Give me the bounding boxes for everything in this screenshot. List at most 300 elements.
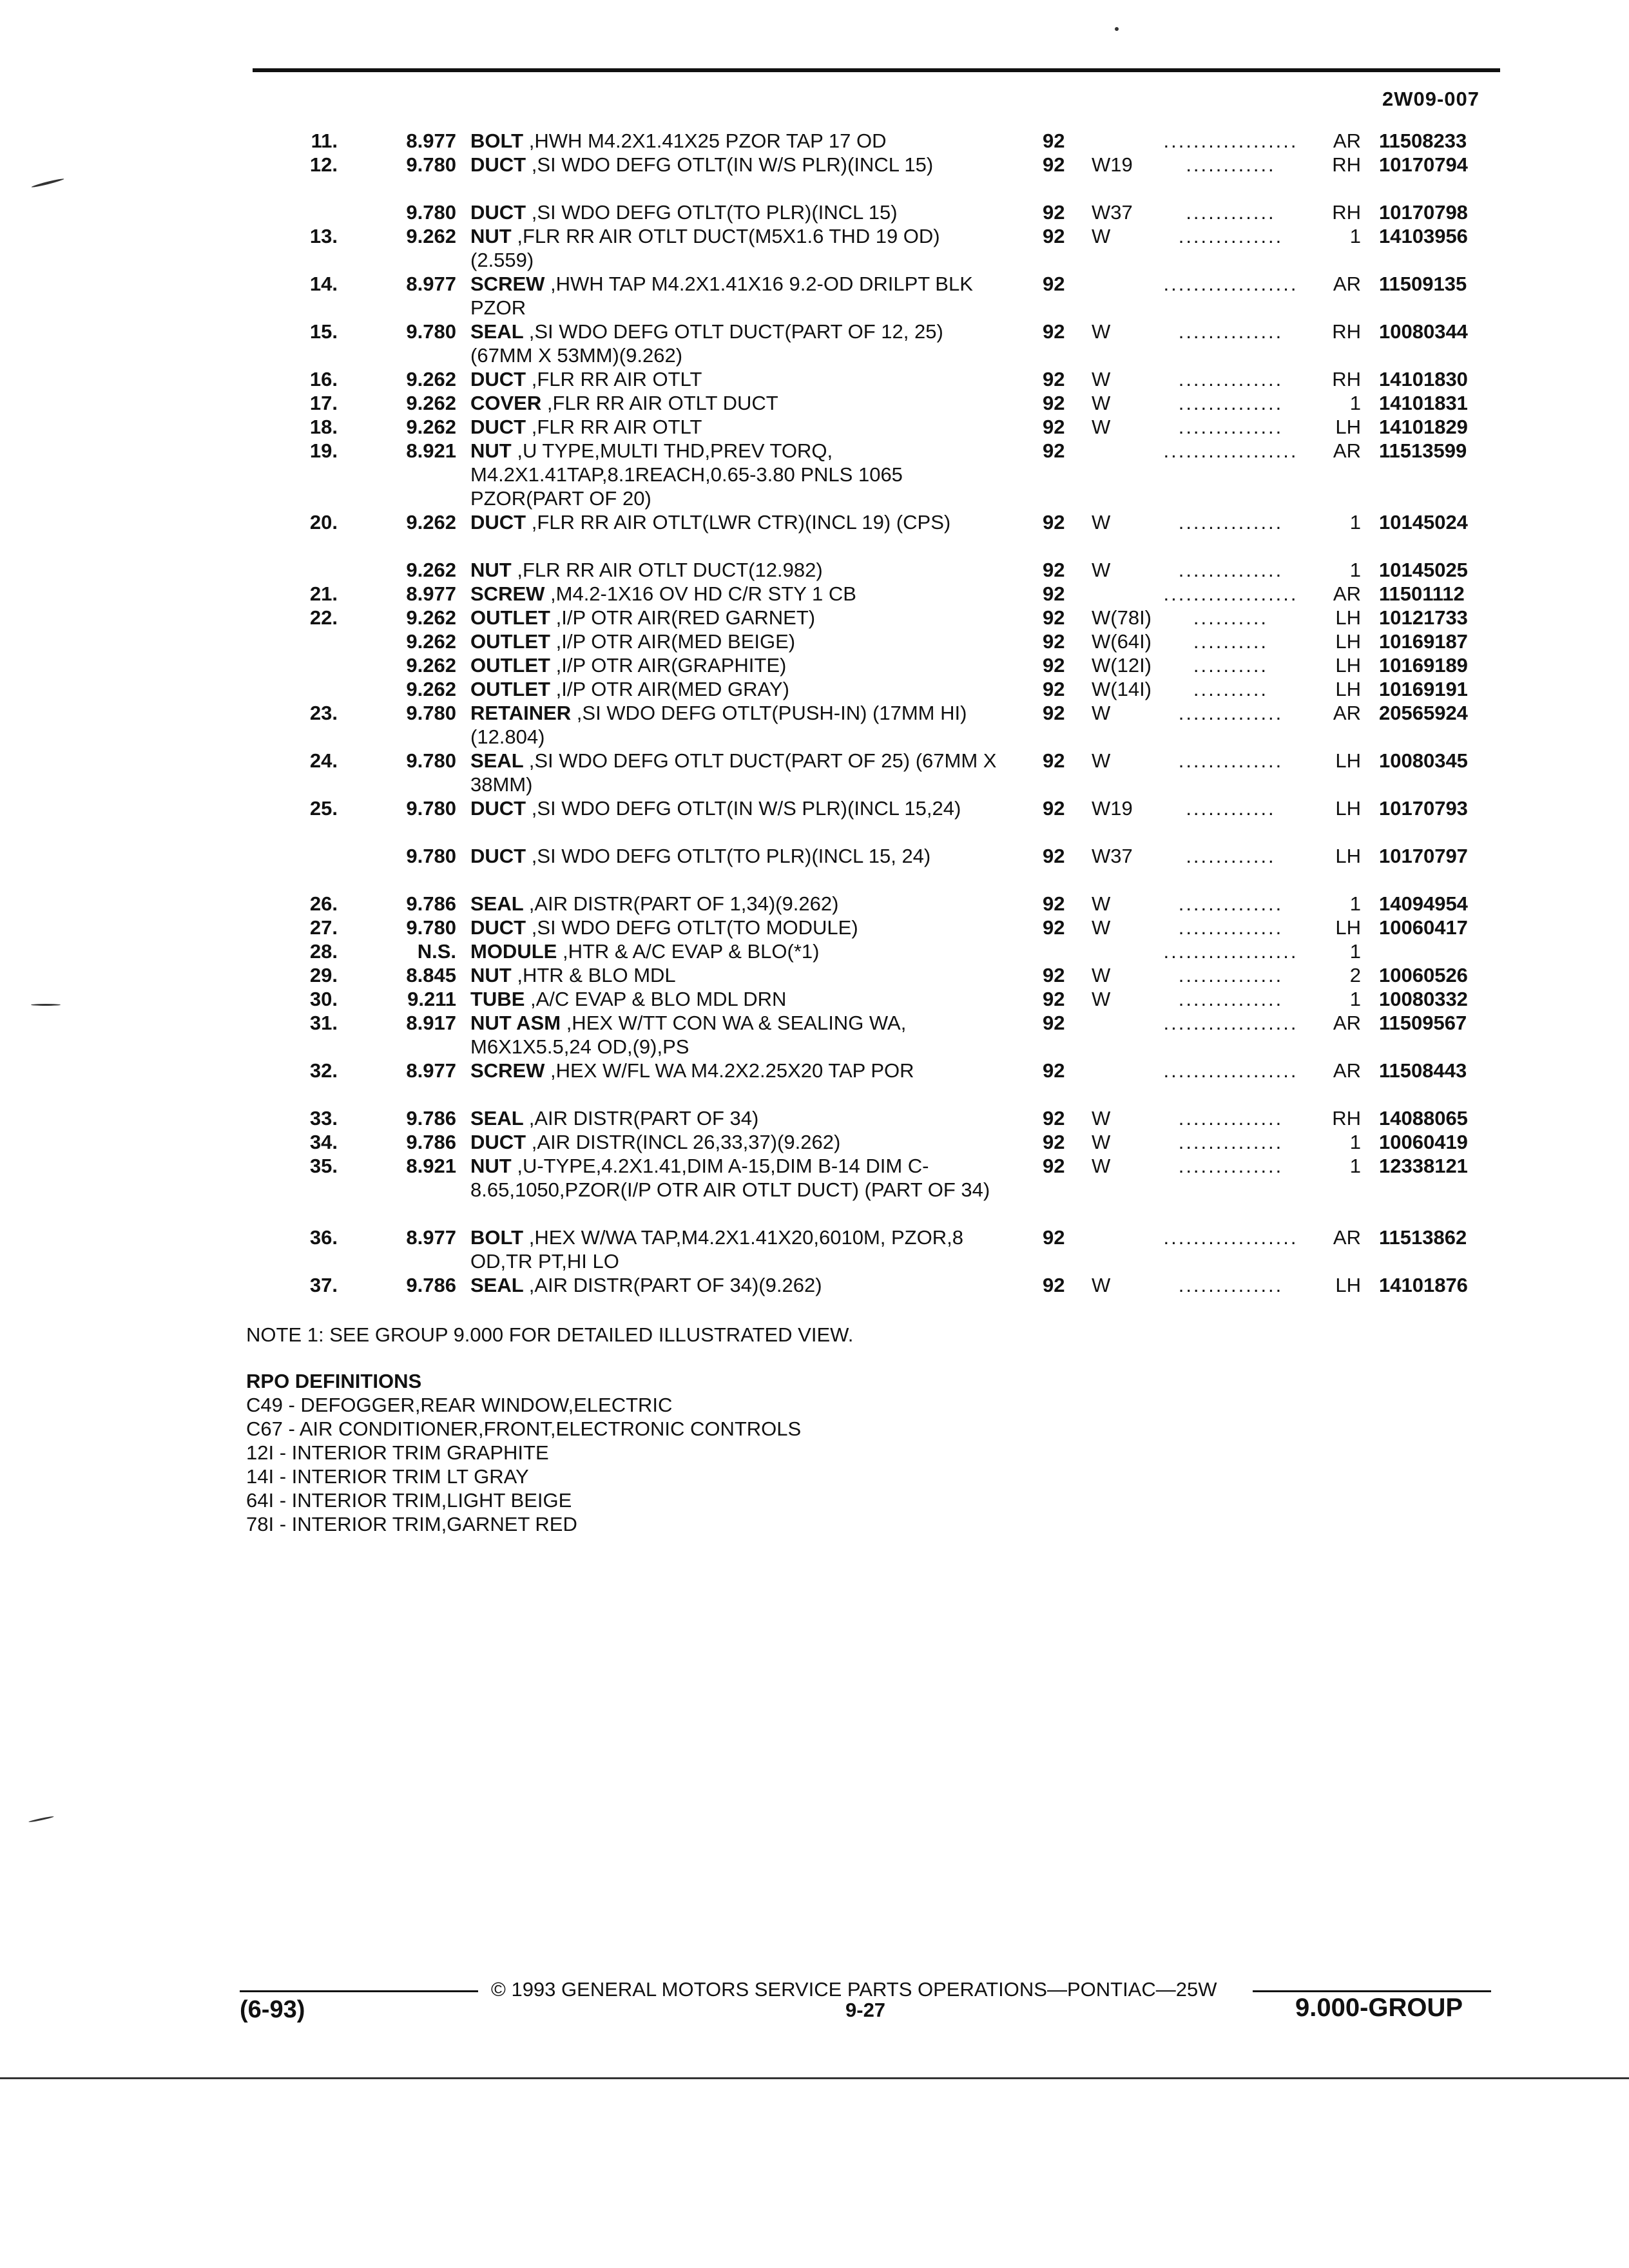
part-name: OUTLET (470, 606, 550, 629)
table-row (0, 1011, 1629, 1059)
part-name: BOLT (470, 1226, 524, 1249)
part-name: COVER (470, 392, 542, 414)
item-number: 11. (311, 130, 338, 152)
part-detail: ,SI WDO DEFG OTLT DUCT(PART OF 12, 25)(67MM X 53MM)(9.262) (470, 320, 943, 367)
quantity: LH (1335, 916, 1361, 939)
rpo-title: RPO DEFINITIONS (246, 1370, 422, 1392)
part-detail: ,HEX W/FL WA M4.2X2.25X20 TAP POR (550, 1059, 914, 1082)
part-number: 14101829 (1379, 416, 1468, 438)
leader-dots: .............. (1178, 511, 1284, 533)
item-number: 17. (309, 392, 338, 414)
quantity: 1 (1349, 892, 1361, 915)
part-number: 10145024 (1379, 511, 1468, 533)
group-number: 9.786 (406, 1131, 456, 1153)
part-description (470, 1225, 999, 1273)
part-name: SEAL (470, 1107, 524, 1129)
part-number: 11513862 (1379, 1226, 1467, 1249)
table-row (0, 153, 1629, 200)
scan-mark (1115, 27, 1119, 31)
part-description (470, 200, 999, 224)
quantity: AR (1333, 702, 1361, 724)
part-description (470, 606, 999, 629)
quantity: LH (1335, 845, 1361, 867)
usage-code: W (1092, 320, 1111, 343)
part-detail: ,AIR DISTR(PART OF 1,34)(9.262) (528, 892, 839, 915)
quantity: 1 (1349, 988, 1361, 1010)
item-number: 24. (309, 749, 338, 772)
item-number: 23. (309, 702, 338, 724)
quantity: 1 (1349, 225, 1361, 247)
usage-code: W37 (1092, 845, 1133, 867)
usage-code: W (1092, 392, 1111, 414)
part-name: SEAL (470, 1274, 524, 1296)
model-year: 92 (1043, 439, 1065, 462)
model-year: 92 (1043, 582, 1065, 605)
part-description (470, 677, 999, 701)
model-year: 92 (1043, 988, 1065, 1010)
leader-dots: ............ (1186, 797, 1276, 820)
part-description (470, 701, 999, 749)
model-year: 92 (1043, 678, 1065, 700)
part-description (470, 1106, 999, 1130)
leader-dots: .............. (1178, 320, 1284, 343)
item-number: 32. (309, 1059, 338, 1082)
rpo-item: 12I - INTERIOR TRIM GRAPHITE (246, 1441, 549, 1464)
part-name: TUBE (470, 988, 525, 1010)
group-number: 8.921 (406, 1155, 456, 1177)
leader-dots: .................. (1163, 1226, 1298, 1249)
usage-code: W (1092, 559, 1111, 581)
group-number: 9.780 (406, 749, 456, 772)
part-number: 14088065 (1379, 1107, 1468, 1129)
part-detail: ,I/P OTR AIR(RED GARNET) (555, 606, 816, 629)
part-description (470, 844, 999, 868)
quantity: AR (1333, 1012, 1361, 1034)
item-number: 30. (309, 988, 338, 1010)
table-row (0, 1130, 1629, 1154)
table-row (0, 629, 1629, 653)
part-detail: ,SI WDO DEFG OTLT(TO PLR)(INCL 15, 24) (531, 845, 931, 867)
usage-code: W (1092, 225, 1111, 247)
note: NOTE 1: SEE GROUP 9.000 FOR DETAILED ILLUSTRATED VIEW. (246, 1323, 854, 1346)
group-number: 8.977 (406, 1059, 456, 1082)
leader-dots: .............. (1178, 368, 1284, 390)
model-year: 92 (1043, 964, 1065, 986)
part-number: 14101831 (1379, 392, 1468, 414)
bottom-rule (0, 2077, 1629, 2079)
part-detail: ,SI WDO DEFG OTLT(TO MODULE) (531, 916, 858, 939)
group-number: 9.786 (406, 1274, 456, 1296)
item-number: 19. (309, 439, 338, 462)
part-name: DUCT (470, 1131, 526, 1153)
group-number: 8.845 (406, 964, 456, 986)
group-number: 9.786 (406, 892, 456, 915)
part-detail: ,I/P OTR AIR(MED GRAY) (555, 678, 789, 700)
leader-dots: .............. (1178, 916, 1284, 939)
part-name: DUCT (470, 797, 526, 820)
quantity: RH (1332, 153, 1361, 176)
part-description (470, 439, 999, 510)
part-name: NUT ASM (470, 1012, 561, 1034)
table-row (0, 987, 1629, 1011)
quantity: RH (1332, 1107, 1361, 1129)
part-description (470, 320, 999, 367)
table-row (0, 1225, 1629, 1273)
table-row (0, 582, 1629, 606)
part-detail: ,SI WDO DEFG OTLT(TO PLR)(INCL 15) (531, 201, 898, 224)
leader-dots: .............. (1178, 988, 1284, 1010)
rpo-item: C49 - DEFOGGER,REAR WINDOW,ELECTRIC (246, 1394, 673, 1416)
table-row (0, 963, 1629, 987)
quantity: AR (1333, 582, 1361, 605)
quantity: 1 (1349, 559, 1361, 581)
part-name: DUCT (470, 153, 526, 176)
part-description (470, 367, 999, 391)
leader-dots: ............ (1186, 201, 1276, 224)
part-name: NUT (470, 1155, 512, 1177)
item-number: 37. (309, 1274, 338, 1296)
part-number: 11509567 (1379, 1012, 1467, 1034)
part-number: 10169189 (1379, 654, 1468, 677)
part-detail: ,FLR RR AIR OTLT DUCT(12.982) (517, 559, 823, 581)
leader-dots: .......... (1193, 654, 1269, 677)
part-description (470, 987, 999, 1011)
part-number: 14103956 (1379, 225, 1468, 247)
model-year: 92 (1043, 225, 1065, 247)
usage-code: W (1092, 892, 1111, 915)
usage-code: W (1092, 1131, 1111, 1153)
top-rule (253, 68, 1500, 72)
model-year: 92 (1043, 130, 1065, 152)
part-description (470, 224, 999, 272)
part-number: 10060419 (1379, 1131, 1468, 1153)
rpo-list (246, 1393, 801, 1536)
model-year: 92 (1043, 1155, 1065, 1177)
part-detail: ,FLR RR AIR OTLT DUCT (546, 392, 778, 414)
model-year: 92 (1043, 654, 1065, 677)
item-number: 36. (309, 1226, 338, 1249)
part-detail: ,HEX W/TT CON WA & SEALING WA, M6X1X5.5,24 OD,(9),PS (470, 1012, 907, 1058)
quantity: 1 (1349, 940, 1361, 963)
table-row (0, 129, 1629, 153)
scan-mark (28, 1816, 54, 1823)
part-name: RETAINER (470, 702, 572, 724)
group-number: N.S. (417, 940, 456, 963)
table-row (0, 653, 1629, 677)
leader-dots: .............. (1178, 559, 1284, 581)
model-year: 92 (1043, 630, 1065, 653)
part-detail: ,U-TYPE,4.2X1.41,DIM A-15,DIM B-14 DIM C-8.65,1050,PZOR(I/P OTR AIR OTLT DUCT) (PART OF 34) (470, 1155, 990, 1201)
quantity: LH (1335, 678, 1361, 700)
item-number: 22. (309, 606, 338, 629)
part-detail: ,A/C EVAP & BLO MDL DRN (530, 988, 787, 1010)
part-name: SCREW (470, 582, 545, 605)
usage-code: W (1092, 416, 1111, 438)
table-row (0, 749, 1629, 796)
parts-table (0, 129, 1629, 1297)
group-number: 9.262 (406, 511, 456, 533)
part-number: 11513599 (1379, 439, 1467, 462)
part-name: DUCT (470, 201, 526, 224)
part-description (470, 1059, 999, 1082)
part-number: 14101830 (1379, 368, 1468, 390)
usage-code: W (1092, 1155, 1111, 1177)
table-row (0, 606, 1629, 629)
model-year: 92 (1043, 1274, 1065, 1296)
part-number: 10145025 (1379, 559, 1468, 581)
quantity: 2 (1349, 964, 1361, 986)
part-number: 11508443 (1379, 1059, 1467, 1082)
group-number: 9.262 (406, 678, 456, 700)
part-detail: ,SI WDO DEFG OTLT DUCT(PART OF 25) (67MM X 38MM) (470, 749, 997, 796)
table-row (0, 320, 1629, 367)
part-name: MODULE (470, 940, 557, 963)
part-number: 10080332 (1379, 988, 1468, 1010)
leader-dots: .............. (1178, 1107, 1284, 1129)
part-description (470, 415, 999, 439)
model-year: 92 (1043, 916, 1065, 939)
quantity: AR (1333, 1059, 1361, 1082)
leader-dots: .............. (1178, 1131, 1284, 1153)
part-detail: ,SI WDO DEFG OTLT(IN W/S PLR)(INCL 15) (531, 153, 934, 176)
table-row (0, 558, 1629, 582)
part-detail: ,AIR DISTR(PART OF 34) (528, 1107, 759, 1129)
part-description (470, 391, 999, 415)
table-row (0, 224, 1629, 272)
footer-group: 9.000-GROUP (1295, 1994, 1463, 2022)
usage-code: W(14I) (1092, 678, 1152, 700)
quantity: AR (1333, 439, 1361, 462)
quantity: AR (1333, 1226, 1361, 1249)
part-number: 10060417 (1379, 916, 1468, 939)
part-detail: ,SI WDO DEFG OTLT(PUSH-IN) (17MM HI)(12.804) (470, 702, 967, 748)
part-detail: ,FLR RR AIR OTLT (531, 368, 702, 390)
model-year: 92 (1043, 511, 1065, 533)
usage-code: W (1092, 511, 1111, 533)
footer-date: (6-93) (240, 1996, 305, 2023)
part-description (470, 1130, 999, 1154)
leader-dots: .............. (1178, 416, 1284, 438)
scan-mark (31, 1004, 61, 1006)
part-number: 10170797 (1379, 845, 1468, 867)
model-year: 92 (1043, 273, 1065, 295)
part-name: SEAL (470, 892, 524, 915)
usage-code: W (1092, 988, 1111, 1010)
item-number: 25. (309, 797, 338, 820)
part-name: DUCT (470, 916, 526, 939)
quantity: LH (1335, 1274, 1361, 1296)
part-name: NUT (470, 964, 512, 986)
table-row (0, 892, 1629, 916)
part-description (470, 892, 999, 916)
group-number: 9.780 (406, 201, 456, 224)
model-year: 92 (1043, 1107, 1065, 1129)
leader-dots: .............. (1178, 964, 1284, 986)
footer-copyright: © 1993 GENERAL MOTORS SERVICE PARTS OPERATIONS—PONTIAC—25W (491, 1978, 1217, 2001)
quantity: LH (1335, 749, 1361, 772)
group-number: 9.780 (406, 797, 456, 820)
group-number: 9.262 (406, 630, 456, 653)
model-year: 92 (1043, 392, 1065, 414)
quantity: LH (1335, 416, 1361, 438)
part-description (470, 153, 999, 177)
leader-dots: ............ (1186, 845, 1276, 867)
group-number: 8.977 (406, 273, 456, 295)
part-detail: ,FLR RR AIR OTLT(LWR CTR)(INCL 19) (CPS) (531, 511, 951, 533)
table-row (0, 1106, 1629, 1130)
table-row (0, 415, 1629, 439)
table-row (0, 939, 1629, 963)
part-description (470, 916, 999, 939)
usage-code: W (1092, 702, 1111, 724)
quantity: LH (1335, 606, 1361, 629)
part-detail: ,AIR DISTR(PART OF 34)(9.262) (528, 1274, 822, 1296)
part-description (470, 1154, 999, 1202)
part-name: SCREW (470, 1059, 545, 1082)
model-year: 92 (1043, 749, 1065, 772)
leader-dots: .............. (1178, 392, 1284, 414)
part-detail: ,HEX W/WA TAP,M4.2X1.41X20,6010M, PZOR,8 OD,TR PT,HI LO (470, 1226, 963, 1273)
model-year: 92 (1043, 559, 1065, 581)
usage-code: W19 (1092, 153, 1133, 176)
item-number: 28. (309, 940, 338, 963)
table-row (0, 916, 1629, 939)
group-number: 9.780 (406, 153, 456, 176)
part-name: NUT (470, 225, 512, 247)
group-number: 9.262 (406, 654, 456, 677)
usage-code: W(12I) (1092, 654, 1152, 677)
part-description (470, 939, 999, 963)
part-number: 10169191 (1379, 678, 1468, 700)
group-number: 9.262 (406, 368, 456, 390)
part-detail: ,HWH TAP M4.2X1.41X16 9.2-OD DRILPT BLK PZOR (470, 273, 973, 319)
model-year: 92 (1043, 702, 1065, 724)
group-number: 8.977 (406, 582, 456, 605)
table-row (0, 796, 1629, 844)
part-number: 10170798 (1379, 201, 1468, 224)
part-name: DUCT (470, 368, 526, 390)
model-year: 92 (1043, 1131, 1065, 1153)
group-number: 8.977 (406, 1226, 456, 1249)
table-row (0, 510, 1629, 558)
part-number: 10170794 (1379, 153, 1468, 176)
item-number: 20. (309, 511, 338, 533)
leader-dots: .......... (1193, 678, 1269, 700)
item-number: 29. (309, 964, 338, 986)
model-year: 92 (1043, 845, 1065, 867)
group-number: 8.917 (406, 1012, 456, 1034)
usage-code: W(64I) (1092, 630, 1152, 653)
item-number: 15. (309, 320, 338, 343)
table-row (0, 367, 1629, 391)
part-name: DUCT (470, 416, 526, 438)
quantity: LH (1335, 797, 1361, 820)
leader-dots: .................. (1163, 130, 1298, 152)
part-detail: ,I/P OTR AIR(MED BEIGE) (555, 630, 796, 653)
footer-rule-left (240, 1990, 478, 1992)
table-row (0, 677, 1629, 701)
part-detail: ,AIR DISTR(INCL 26,33,37)(9.262) (531, 1131, 841, 1153)
part-description (470, 510, 999, 534)
table-row (0, 439, 1629, 510)
leader-dots: .................. (1163, 582, 1298, 605)
leader-dots: .......... (1193, 630, 1269, 653)
group-number: 9.786 (406, 1107, 456, 1129)
part-number: 14094954 (1379, 892, 1468, 915)
table-row (0, 391, 1629, 415)
part-number: 11501112 (1379, 582, 1465, 605)
item-number: 12. (309, 153, 338, 176)
part-detail: ,M4.2-1X16 OV HD C/R STY 1 CB (550, 582, 856, 605)
part-number: 10060526 (1379, 964, 1468, 986)
item-number: 35. (309, 1155, 338, 1177)
quantity: AR (1333, 273, 1361, 295)
quantity: 1 (1349, 1131, 1361, 1153)
usage-code: W(78I) (1092, 606, 1152, 629)
rpo-item: C67 - AIR CONDITIONER,FRONT,ELECTRONIC CONTROLS (246, 1418, 802, 1440)
part-number: 10170793 (1379, 797, 1468, 820)
leader-dots: .................. (1163, 273, 1298, 295)
usage-code: W37 (1092, 201, 1133, 224)
model-year: 92 (1043, 153, 1065, 176)
quantity: RH (1332, 368, 1361, 390)
part-description (470, 582, 999, 606)
item-number: 18. (309, 416, 338, 438)
leader-dots: .............. (1178, 702, 1284, 724)
part-name: DUCT (470, 511, 526, 533)
item-number: 31. (309, 1012, 338, 1034)
part-name: SCREW (470, 273, 545, 295)
table-row (0, 1273, 1629, 1297)
model-year: 92 (1043, 797, 1065, 820)
group-number: 9.780 (406, 845, 456, 867)
table-row (0, 844, 1629, 892)
model-year: 92 (1043, 892, 1065, 915)
table-row (0, 1059, 1629, 1106)
item-number: 26. (309, 892, 338, 915)
quantity: RH (1332, 320, 1361, 343)
usage-code: W (1092, 916, 1111, 939)
leader-dots: .................. (1163, 1012, 1298, 1034)
model-year: 92 (1043, 320, 1065, 343)
part-name: NUT (470, 559, 512, 581)
quantity: LH (1335, 630, 1361, 653)
leader-dots: .................. (1163, 1059, 1298, 1082)
quantity: 1 (1349, 511, 1361, 533)
leader-dots: .............. (1178, 749, 1284, 772)
part-detail: ,HTR & A/C EVAP & BLO(*1) (562, 940, 820, 963)
part-description (470, 1273, 999, 1297)
part-description (470, 653, 999, 677)
leader-dots: .............. (1178, 225, 1284, 247)
model-year: 92 (1043, 201, 1065, 224)
group-number: 9.262 (406, 392, 456, 414)
quantity: RH (1332, 201, 1361, 224)
quantity: 1 (1349, 392, 1361, 414)
part-detail: ,HWH M4.2X1.41X25 PZOR TAP 17 OD (528, 130, 887, 152)
model-year: 92 (1043, 416, 1065, 438)
leader-dots: .............. (1178, 1155, 1284, 1177)
rpo-item: 14I - INTERIOR TRIM LT GRAY (246, 1465, 529, 1488)
part-description (470, 629, 999, 653)
leader-dots: .............. (1178, 892, 1284, 915)
group-number: 9.262 (406, 225, 456, 247)
usage-code: W (1092, 1274, 1111, 1296)
part-number: 14101876 (1379, 1274, 1468, 1296)
group-number: 9.262 (406, 416, 456, 438)
part-name: SEAL (470, 749, 524, 772)
group-number: 9.211 (407, 988, 456, 1010)
